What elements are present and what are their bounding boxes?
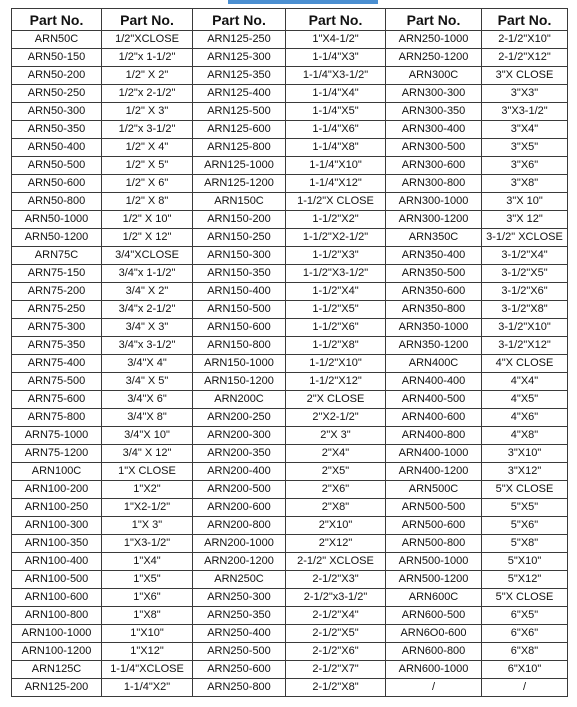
size-cell: 1-1/2"X3"	[286, 247, 386, 265]
part-number-cell: ARN75-1000	[12, 427, 102, 445]
banner-accent	[228, 0, 378, 4]
table-row	[12, 247, 568, 265]
part-number-cell: ARN400C	[386, 355, 482, 373]
table-row	[12, 31, 568, 49]
size-cell: 1/2" X 3"	[102, 103, 193, 121]
size-cell: 1"X10"	[102, 625, 193, 643]
size-cell: 6"X10"	[482, 661, 568, 679]
part-number-cell: ARN75-400	[12, 355, 102, 373]
size-cell: 1/2" X 4"	[102, 139, 193, 157]
size-cell: 2-1/2"x3-1/2"	[286, 589, 386, 607]
part-number-cell: ARN200-800	[193, 517, 286, 535]
part-number-cell: ARN125-500	[193, 103, 286, 121]
table-row	[12, 445, 568, 463]
table-row	[12, 49, 568, 67]
part-number-cell: ARN400-800	[386, 427, 482, 445]
size-cell: 1/2" X 2"	[102, 67, 193, 85]
column-header: Part No.	[386, 9, 482, 31]
size-cell: 1"X5"	[102, 571, 193, 589]
part-number-cell: ARN300-1200	[386, 211, 482, 229]
part-number-cell: ARN100-500	[12, 571, 102, 589]
table-row	[12, 265, 568, 283]
table-row	[12, 553, 568, 571]
part-number-cell: ARN250-500	[193, 643, 286, 661]
table-row	[12, 625, 568, 643]
part-number-cell: ARN150-350	[193, 265, 286, 283]
part-number-cell: ARN500-800	[386, 535, 482, 553]
size-cell: 2"X8"	[286, 499, 386, 517]
size-cell: 1-1/2"X CLOSE	[286, 193, 386, 211]
size-cell: 3-1/2"X5"	[482, 265, 568, 283]
size-cell: 1/2" X 12"	[102, 229, 193, 247]
size-cell: 4"X8"	[482, 427, 568, 445]
table-row	[12, 229, 568, 247]
part-number-cell: ARN350-1000	[386, 319, 482, 337]
table-row	[12, 355, 568, 373]
part-number-cell: ARN125-300	[193, 49, 286, 67]
part-number-cell: ARN50-250	[12, 85, 102, 103]
size-cell: 4"X CLOSE	[482, 355, 568, 373]
part-number-cell: ARN125-250	[193, 31, 286, 49]
size-cell: 5"X6"	[482, 517, 568, 535]
table-row	[12, 679, 568, 697]
size-cell: 6"X5"	[482, 607, 568, 625]
size-cell: 3/4" X 2"	[102, 283, 193, 301]
part-number-cell: ARN75-200	[12, 283, 102, 301]
part-number-cell: ARN100-600	[12, 589, 102, 607]
part-number-cell: ARN100-350	[12, 535, 102, 553]
table-row	[12, 193, 568, 211]
part-number-cell: ARN300-1000	[386, 193, 482, 211]
part-number-cell: ARN250-400	[193, 625, 286, 643]
size-cell: 1-1/4"X3"	[286, 49, 386, 67]
size-cell: 1-1/4"X4"	[286, 85, 386, 103]
part-number-cell: ARN50-400	[12, 139, 102, 157]
part-number-cell: ARN200-300	[193, 427, 286, 445]
size-cell: 3/4"x 1-1/2"	[102, 265, 193, 283]
size-cell: 1-1/4"X8"	[286, 139, 386, 157]
size-cell: 3-1/2"X8"	[482, 301, 568, 319]
size-cell: 3/4"x 3-1/2"	[102, 337, 193, 355]
part-number-cell: ARN300C	[386, 67, 482, 85]
size-cell: /	[482, 679, 568, 697]
part-number-cell: ARN125C	[12, 661, 102, 679]
table-row	[12, 463, 568, 481]
parts-table	[11, 8, 568, 697]
part-number-cell: ARN200-1000	[193, 535, 286, 553]
size-cell: 3/4"X 10"	[102, 427, 193, 445]
part-number-cell: ARN50-200	[12, 67, 102, 85]
size-cell: 5"X5"	[482, 499, 568, 517]
size-cell: 1/2" X 6"	[102, 175, 193, 193]
part-number-cell: ARN125-1000	[193, 157, 286, 175]
size-cell: 6"X6"	[482, 625, 568, 643]
size-cell: 1-1/4"X3-1/2"	[286, 67, 386, 85]
size-cell: 5"X8"	[482, 535, 568, 553]
part-number-cell: ARN75-150	[12, 265, 102, 283]
size-cell: 1/2"x 3-1/2"	[102, 121, 193, 139]
size-cell: 1-1/2"X8"	[286, 337, 386, 355]
table-row	[12, 589, 568, 607]
table-row	[12, 85, 568, 103]
size-cell: 2-1/2"X3"	[286, 571, 386, 589]
part-number-cell: ARN125-800	[193, 139, 286, 157]
part-number-cell: ARN50-350	[12, 121, 102, 139]
size-cell: 1"X4"	[102, 553, 193, 571]
size-cell: 4"X4"	[482, 373, 568, 391]
part-number-cell: ARN125-200	[12, 679, 102, 697]
part-number-cell: ARN350-800	[386, 301, 482, 319]
size-cell: 2-1/2"X6"	[286, 643, 386, 661]
size-cell: 3"X 10"	[482, 193, 568, 211]
part-number-cell: /	[386, 679, 482, 697]
table-row	[12, 373, 568, 391]
size-cell: 1-1/2"X5"	[286, 301, 386, 319]
part-number-cell: ARN600C	[386, 589, 482, 607]
size-cell: 1-1/4"X2"	[102, 679, 193, 697]
part-number-cell: ARN75-300	[12, 319, 102, 337]
part-number-cell: ARN200-1200	[193, 553, 286, 571]
size-cell: 3-1/2"X10"	[482, 319, 568, 337]
part-number-cell: ARN50C	[12, 31, 102, 49]
part-number-cell: ARN250-800	[193, 679, 286, 697]
part-number-cell: ARN125-600	[193, 121, 286, 139]
size-cell: 1-1/2"X10"	[286, 355, 386, 373]
part-number-cell: ARN100-300	[12, 517, 102, 535]
part-number-cell: ARN75-600	[12, 391, 102, 409]
size-cell: 1-1/4"XCLOSE	[102, 661, 193, 679]
size-cell: 2"X12"	[286, 535, 386, 553]
column-header: Part No.	[102, 9, 193, 31]
size-cell: 2"X6"	[286, 481, 386, 499]
part-number-cell: ARN150C	[193, 193, 286, 211]
size-cell: 2"X10"	[286, 517, 386, 535]
column-header: Part No.	[482, 9, 568, 31]
size-cell: 2"X5"	[286, 463, 386, 481]
size-cell: 5"X12"	[482, 571, 568, 589]
part-number-cell: ARN600-1000	[386, 661, 482, 679]
part-number-cell: ARN75-350	[12, 337, 102, 355]
size-cell: 2"X4"	[286, 445, 386, 463]
size-cell: 2"X2-1/2"	[286, 409, 386, 427]
part-number-cell: ARN350-500	[386, 265, 482, 283]
part-number-cell: ARN250-350	[193, 607, 286, 625]
part-number-cell: ARN350C	[386, 229, 482, 247]
column-header: Part No.	[12, 9, 102, 31]
size-cell: 2-1/2"X5"	[286, 625, 386, 643]
size-cell: 3"X5"	[482, 139, 568, 157]
size-cell: 3/4"X 4"	[102, 355, 193, 373]
part-number-cell: ARN150-250	[193, 229, 286, 247]
size-cell: 5"X CLOSE	[482, 481, 568, 499]
part-number-cell: ARN100-400	[12, 553, 102, 571]
size-cell: 1/2" X 8"	[102, 193, 193, 211]
table-row	[12, 67, 568, 85]
size-cell: 2-1/2"X4"	[286, 607, 386, 625]
part-number-cell: ARN500-600	[386, 517, 482, 535]
table-row	[12, 175, 568, 193]
size-cell: 3/4"X 6"	[102, 391, 193, 409]
size-cell: 3/4"X 8"	[102, 409, 193, 427]
size-cell: 1"X3-1/2"	[102, 535, 193, 553]
top-banner-strip	[0, 0, 577, 8]
size-cell: 1/2" X 10"	[102, 211, 193, 229]
size-cell: 6"X8"	[482, 643, 568, 661]
size-cell: 3/4" X 12"	[102, 445, 193, 463]
part-number-cell: ARN50-500	[12, 157, 102, 175]
size-cell: 1"X8"	[102, 607, 193, 625]
size-cell: 1-1/2"X4"	[286, 283, 386, 301]
part-number-cell: ARN400-500	[386, 391, 482, 409]
part-number-cell: ARN100-1000	[12, 625, 102, 643]
part-number-cell: ARN150-400	[193, 283, 286, 301]
size-cell: 5"X10"	[482, 553, 568, 571]
table-row	[12, 517, 568, 535]
part-number-cell: ARN150-800	[193, 337, 286, 355]
part-number-cell: ARN125-1200	[193, 175, 286, 193]
size-cell: 1-1/4"X5"	[286, 103, 386, 121]
part-number-cell: ARN200C	[193, 391, 286, 409]
part-number-cell: ARN250-600	[193, 661, 286, 679]
size-cell: 3-1/2" XCLOSE	[482, 229, 568, 247]
part-number-cell: ARN100-800	[12, 607, 102, 625]
part-number-cell: ARN150-500	[193, 301, 286, 319]
table-row	[12, 571, 568, 589]
part-number-cell: ARN250-1200	[386, 49, 482, 67]
size-cell: 3"X12"	[482, 463, 568, 481]
part-number-cell: ARN600-500	[386, 607, 482, 625]
size-cell: 2-1/2"X8"	[286, 679, 386, 697]
size-cell: 2-1/2"X12"	[482, 49, 568, 67]
size-cell: 1"X CLOSE	[102, 463, 193, 481]
table-row	[12, 121, 568, 139]
part-number-cell: ARN50-1000	[12, 211, 102, 229]
part-number-cell: ARN200-350	[193, 445, 286, 463]
parts-table-container	[11, 8, 567, 697]
part-number-cell: ARN500C	[386, 481, 482, 499]
part-number-cell: ARN50-600	[12, 175, 102, 193]
part-number-cell: ARN300-500	[386, 139, 482, 157]
size-cell: 3-1/2"X4"	[482, 247, 568, 265]
table-row	[12, 661, 568, 679]
part-number-cell: ARN300-600	[386, 157, 482, 175]
size-cell: 3/4" X 3"	[102, 319, 193, 337]
part-number-cell: ARN100-200	[12, 481, 102, 499]
part-number-cell: ARN350-1200	[386, 337, 482, 355]
part-number-cell: ARN150-600	[193, 319, 286, 337]
size-cell: 2"X 3"	[286, 427, 386, 445]
part-number-cell: ARN250-300	[193, 589, 286, 607]
table-header-row	[12, 9, 568, 31]
column-header: Part No.	[193, 9, 286, 31]
part-number-cell: ARN300-800	[386, 175, 482, 193]
part-number-cell: ARN200-600	[193, 499, 286, 517]
size-cell: 1/2"XCLOSE	[102, 31, 193, 49]
part-number-cell: ARN400-600	[386, 409, 482, 427]
size-cell: 3-1/2"X6"	[482, 283, 568, 301]
table-row	[12, 337, 568, 355]
size-cell: 1-1/2"X12"	[286, 373, 386, 391]
size-cell: 1"X 3"	[102, 517, 193, 535]
part-number-cell: ARN75-500	[12, 373, 102, 391]
size-cell: 3/4" X 5"	[102, 373, 193, 391]
size-cell: 1"X2-1/2"	[102, 499, 193, 517]
part-number-cell: ARN400-1200	[386, 463, 482, 481]
size-cell: 1"X4-1/2"	[286, 31, 386, 49]
table-row	[12, 391, 568, 409]
table-row	[12, 409, 568, 427]
table-row	[12, 427, 568, 445]
table-row	[12, 481, 568, 499]
size-cell: 1-1/4"X6"	[286, 121, 386, 139]
table-row	[12, 535, 568, 553]
size-cell: 3-1/2"X12"	[482, 337, 568, 355]
part-number-cell: ARN150-300	[193, 247, 286, 265]
part-number-cell: ARN50-300	[12, 103, 102, 121]
size-cell: 5"X CLOSE	[482, 589, 568, 607]
size-cell: 1/2"x 1-1/2"	[102, 49, 193, 67]
part-number-cell: ARN150-1000	[193, 355, 286, 373]
size-cell: 3/4"x 2-1/2"	[102, 301, 193, 319]
size-cell: 1/2"x 2-1/2"	[102, 85, 193, 103]
part-number-cell: ARN50-800	[12, 193, 102, 211]
table-row	[12, 643, 568, 661]
size-cell: 3"X10"	[482, 445, 568, 463]
table-row	[12, 103, 568, 121]
part-number-cell: ARN300-350	[386, 103, 482, 121]
size-cell: 1-1/2"X6"	[286, 319, 386, 337]
size-cell: 2"X CLOSE	[286, 391, 386, 409]
part-number-cell: ARN6O0-600	[386, 625, 482, 643]
part-number-cell: ARN600-800	[386, 643, 482, 661]
part-number-cell: ARN350-400	[386, 247, 482, 265]
size-cell: 4"X6"	[482, 409, 568, 427]
size-cell: 1-1/2"X3-1/2"	[286, 265, 386, 283]
size-cell: 3/4"XCLOSE	[102, 247, 193, 265]
size-cell: 3"X4"	[482, 121, 568, 139]
size-cell: 3"X 12"	[482, 211, 568, 229]
part-number-cell: ARN300-300	[386, 85, 482, 103]
part-number-cell: ARN250-1000	[386, 31, 482, 49]
part-number-cell: ARN200-250	[193, 409, 286, 427]
part-number-cell: ARN500-500	[386, 499, 482, 517]
size-cell: 1-1/4"X12"	[286, 175, 386, 193]
size-cell: 2-1/2"X10"	[482, 31, 568, 49]
size-cell: 2-1/2"X7"	[286, 661, 386, 679]
part-number-cell: ARN350-600	[386, 283, 482, 301]
table-body	[12, 31, 568, 697]
part-number-cell: ARN50-1200	[12, 229, 102, 247]
part-number-cell: ARN75-800	[12, 409, 102, 427]
table-row	[12, 319, 568, 337]
table-row	[12, 283, 568, 301]
part-number-cell: ARN500-1200	[386, 571, 482, 589]
table-row	[12, 301, 568, 319]
table-row	[12, 157, 568, 175]
part-number-cell: ARN200-500	[193, 481, 286, 499]
part-number-cell: ARN125-350	[193, 67, 286, 85]
size-cell: 1/2" X 5"	[102, 157, 193, 175]
part-number-cell: ARN150-1200	[193, 373, 286, 391]
size-cell: 1"X2"	[102, 481, 193, 499]
part-number-cell: ARN100-1200	[12, 643, 102, 661]
part-number-cell: ARN500-1000	[386, 553, 482, 571]
size-cell: 1-1/2"X2"	[286, 211, 386, 229]
part-number-cell: ARN400-400	[386, 373, 482, 391]
part-number-cell: ARN200-400	[193, 463, 286, 481]
size-cell: 1"X12"	[102, 643, 193, 661]
part-number-cell: ARN250C	[193, 571, 286, 589]
part-number-cell: ARN150-200	[193, 211, 286, 229]
table-row	[12, 499, 568, 517]
part-number-cell: ARN125-400	[193, 85, 286, 103]
part-number-cell: ARN100-250	[12, 499, 102, 517]
size-cell: 3"X8"	[482, 175, 568, 193]
size-cell: 3"X3"	[482, 85, 568, 103]
size-cell: 4"X5"	[482, 391, 568, 409]
part-number-cell: ARN75-1200	[12, 445, 102, 463]
table-row	[12, 211, 568, 229]
table-row	[12, 139, 568, 157]
size-cell: 1-1/2"X2-1/2"	[286, 229, 386, 247]
size-cell: 1-1/4"X10"	[286, 157, 386, 175]
part-number-cell: ARN50-150	[12, 49, 102, 67]
size-cell: 1"X6"	[102, 589, 193, 607]
part-number-cell: ARN75-250	[12, 301, 102, 319]
part-number-cell: ARN300-400	[386, 121, 482, 139]
size-cell: 2-1/2" XCLOSE	[286, 553, 386, 571]
part-number-cell: ARN100C	[12, 463, 102, 481]
size-cell: 3"X3-1/2"	[482, 103, 568, 121]
table-row	[12, 607, 568, 625]
size-cell: 3"X CLOSE	[482, 67, 568, 85]
part-number-cell: ARN75C	[12, 247, 102, 265]
size-cell: 3"X6"	[482, 157, 568, 175]
column-header: Part No.	[286, 9, 386, 31]
part-number-cell: ARN400-1000	[386, 445, 482, 463]
